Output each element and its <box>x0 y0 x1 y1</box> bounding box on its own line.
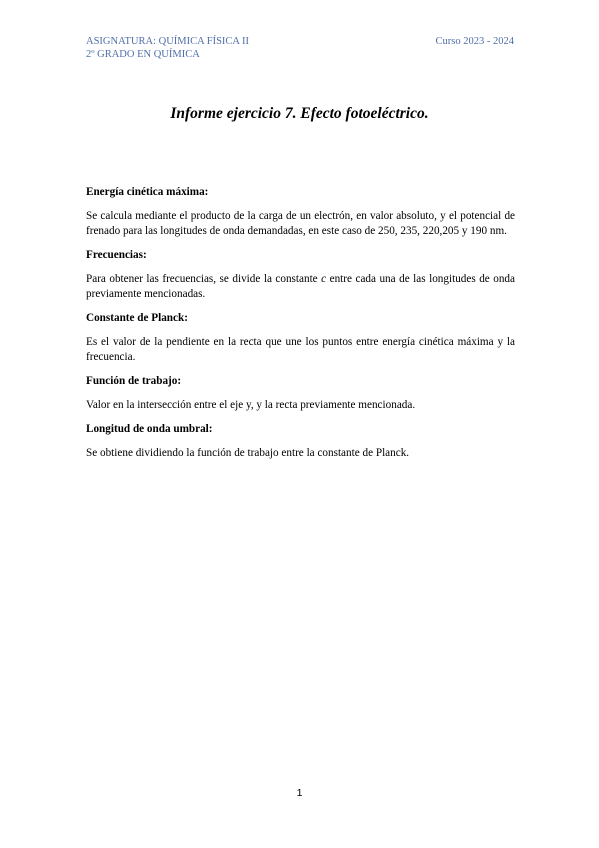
section-heading: Longitud de onda umbral: <box>86 423 213 435</box>
page-header <box>86 35 514 61</box>
section-frecuencias <box>86 248 515 302</box>
section-heading: Constante de Planck: <box>86 312 188 324</box>
document-title: Informe ejercicio 7. Efecto fotoeléctrico. <box>170 105 429 122</box>
document-body <box>86 185 515 470</box>
section-constante-planck <box>86 311 515 365</box>
section-heading: Energía cinética máxima: <box>86 186 209 198</box>
header-degree: 2º GRADO EN QUÍMICA <box>86 49 200 60</box>
section-text: Se calcula mediante el producto de la carga de un electrón, en valor absoluto, y el potencial de frenado para las longitudes de onda demandadas, en este caso de 250, 235, 220,205 y 190 nm. <box>86 210 515 237</box>
section-heading: Frecuencias: <box>86 249 147 261</box>
header-course-year: Curso 2023 - 2024 <box>435 36 514 47</box>
section-text-part: Para obtener las frecuencias, se divide la constante <box>86 273 322 285</box>
page-number: 1 <box>296 787 303 799</box>
section-text-part: entre cada una de las longitudes de onda previamente mencionadas. <box>86 273 515 300</box>
section-heading: Función de trabajo: <box>86 375 182 387</box>
section-text: Se obtiene dividiendo la función de trabajo entre la constante de Planck. <box>86 447 410 459</box>
header-subject: ASIGNATURA: QUÍMICA FÍSICA II <box>86 36 250 47</box>
section-energia-cinetica <box>86 185 515 239</box>
section-text: Es el valor de la pendiente en la recta que une los puntos entre energía cinética máxima y la frecuencia. <box>86 336 515 363</box>
constant-c-symbol: c <box>321 273 327 285</box>
section-funcion-trabajo <box>86 374 515 413</box>
section-longitud-onda-umbral <box>86 422 515 461</box>
section-text <box>86 272 515 302</box>
section-text: Valor en la intersección entre el eje y, y la recta previamente mencionada. <box>86 399 416 411</box>
